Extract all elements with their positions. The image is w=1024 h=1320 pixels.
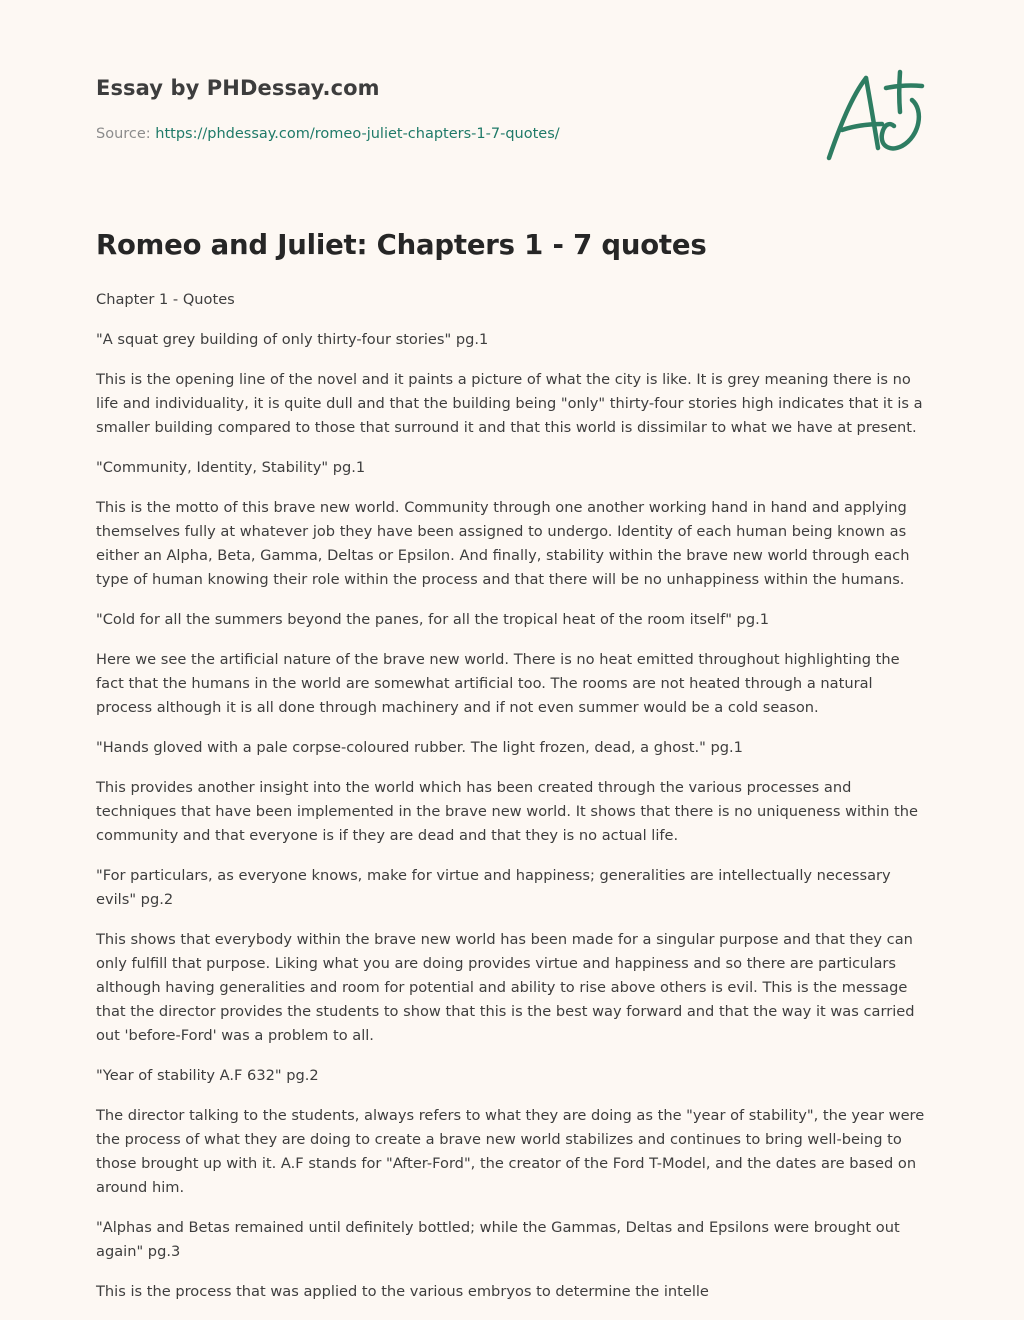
analysis-paragraph: This is the motto of this brave new world. Community through one another working hand in hand and applying themselves fully at whatever job they have been assigned to undergo. Identity of each human being known as either an Alpha, Beta, Gamma, Deltas or Epsilon. And finally, stability within the brave new world through each type of human knowing their role within the process and that there will be no unhappiness within the humans.	[96, 499, 910, 588]
quote-paragraph: "Hands gloved with a pale corpse-coloured rubber. The light frozen, dead, a ghost." pg.1	[96, 739, 743, 756]
analysis-paragraph: This is the process that was applied to the various embryos to determine the intelle	[96, 1283, 709, 1300]
site-title: Essay by PHDessay.com	[96, 76, 380, 100]
analysis-paragraph: This shows that everybody within the brave new world has been made for a singular purpose and that they can only fulfill that purpose. Liking what you are doing provides virtue and happiness and so there are particulars although having generalities and room for potential and ability to rise above others is evil. This is the message that the director provides the students to show that this is the best way forward and that the way it was carried out 'before-Ford' was a problem to all.	[96, 931, 915, 1044]
source-line	[96, 126, 560, 142]
chapter-heading: Chapter 1 - Quotes	[96, 291, 235, 308]
quote-paragraph: "A squat grey building of only thirty-four stories" pg.1	[96, 331, 489, 348]
quote-paragraph: "Alphas and Betas remained until definitely bottled; while the Gammas, Deltas and Epsilons were brought out again" pg.3	[96, 1219, 900, 1260]
essay-header	[96, 76, 560, 142]
source-label: Source:	[96, 126, 151, 142]
essay-body	[96, 226, 928, 1320]
quote-paragraph: "Cold for all the summers beyond the panes, for all the tropical heat of the room itself" pg.1	[96, 611, 770, 628]
analysis-paragraph: This is the opening line of the novel and it paints a picture of what the city is like. It is grey meaning there is no life and individuality, it is quite dull and that the building being "only" thirty-four stories high indicates that it is a smaller building compared to those that surround it and that this world is dissimilar to what we have at present.	[96, 371, 923, 436]
a-plus-grade-logo-icon	[820, 66, 930, 166]
analysis-paragraph: The director talking to the students, always refers to what they are doing as the "year of stability", the year were the process of what they are doing to create a brave new world stabilizes and continues to bring well-being to those brought up with it. A.F stands for "After-Ford", the creator of the Ford T-Model, and the dates are based on around him.	[96, 1107, 925, 1196]
source-link[interactable]: https://phdessay.com/romeo-juliet-chapters-1-7-quotes/	[155, 126, 560, 142]
essay-title: Romeo and Juliet: Chapters 1 - 7 quotes	[96, 229, 707, 261]
analysis-paragraph: This provides another insight into the world which has been created through the various processes and techniques that have been implemented in the brave new world. It shows that there is no uniqueness within the community and that everyone is if they are dead and that they is no actual life.	[96, 779, 918, 844]
quote-paragraph: "Year of stability A.F 632" pg.2	[96, 1067, 319, 1084]
quote-paragraph: "For particulars, as everyone knows, make for virtue and happiness; generalities are intellectually necessary evils" pg.2	[96, 867, 891, 908]
analysis-paragraph: Here we see the artificial nature of the brave new world. There is no heat emitted throughout highlighting the fact that the humans in the world are somewhat artificial too. The rooms are not heated through a natural process although it is all done through machinery and if not even summer would be a cold season.	[96, 651, 900, 716]
quote-paragraph: "Community, Identity, Stability" pg.1	[96, 459, 366, 476]
